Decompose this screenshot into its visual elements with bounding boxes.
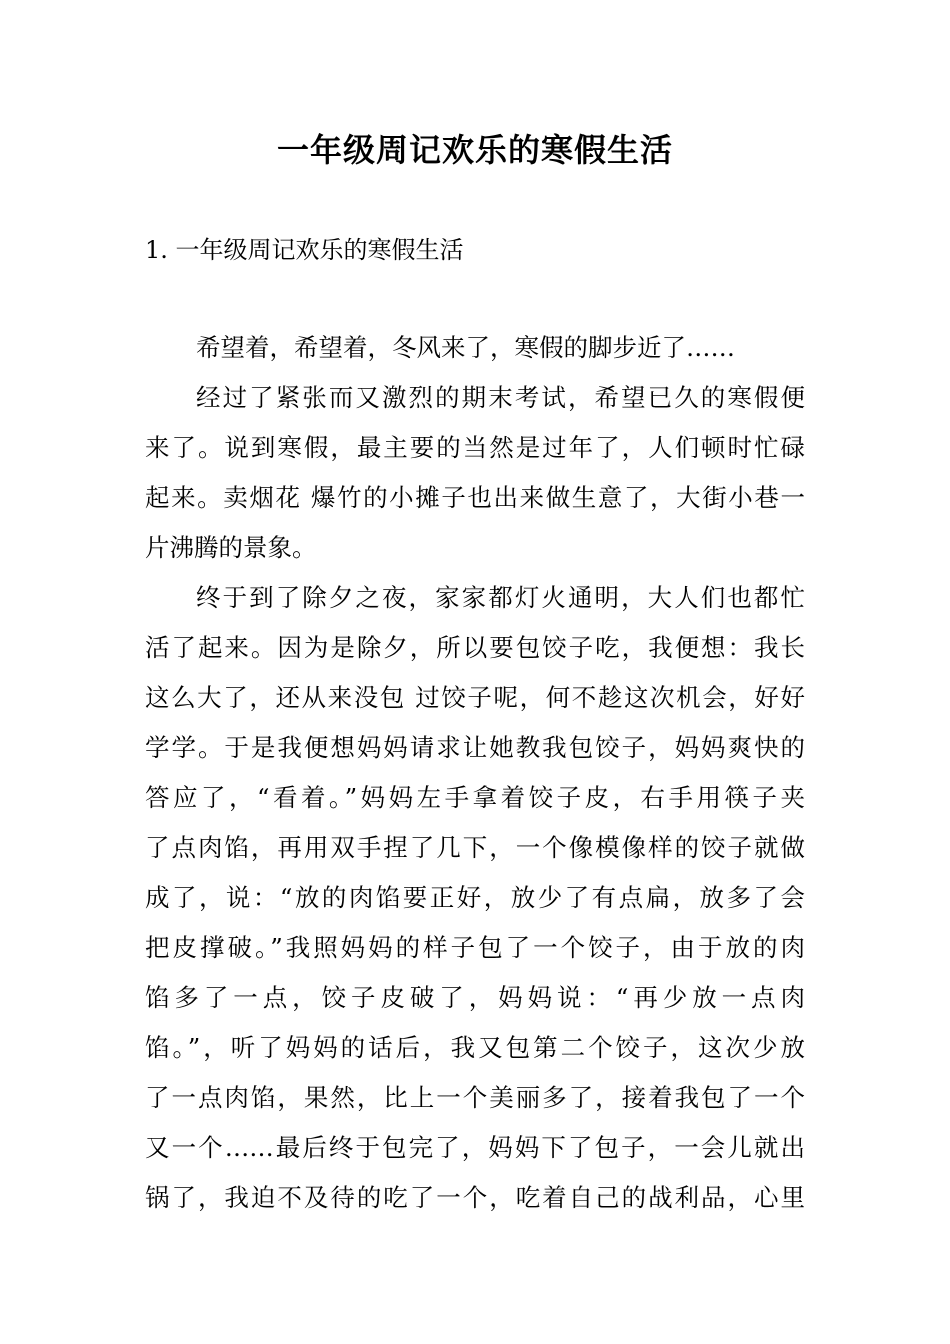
paragraph-line: 答应了，“看着。”妈妈左手拿着饺子皮，右手用筷子夹 [145,783,805,812]
paragraph-line: 这么大了，还从来没包 过饺子呢，何不趁这次机会，好好 [145,683,805,712]
paragraph-line: 经过了紧张而又激烈的期末考试，希望已久的寒假便 [196,383,805,412]
paragraph-line: 片沸腾的景象。 [145,533,317,562]
paragraph-line: 希望着，希望着，冬风来了，寒假的脚步近了…… [196,333,735,362]
paragraph-line: 把皮撑破。”我照妈妈的样子包了一个饺子，由于放的肉 [145,933,805,962]
section-heading: 1. 一年级周记欢乐的寒假生活 [145,236,464,264]
paragraph-line: 又一个……最后终于包完了，妈妈下了包子，一会儿就出 [145,1133,805,1162]
paragraph-line: 馅多了一点，饺子皮破了，妈妈说：“再少放一点肉 [145,983,805,1012]
paragraph-line: 学学。于是我便想妈妈请求让她教我包饺子，妈妈爽快的 [145,733,805,762]
document-title: 一年级周记欢乐的寒假生活 [276,131,673,169]
paragraph-line: 馅。”，听了妈妈的话后，我又包第二个饺子，这次少放 [145,1033,805,1062]
paragraph-line: 终于到了除夕之夜，家家都灯火通明，大人们也都忙 [196,583,805,612]
paragraph-line: 锅了，我迫不及待的吃了一个，吃着自己的战利品，心里 [145,1183,805,1212]
paragraph-line: 了一点肉馅，果然，比上一个美丽多了，接着我包了一个 [145,1083,805,1112]
paragraph-line: 来了。说到寒假，最主要的当然是过年了，人们顿时忙碌 [145,433,805,462]
paragraph-line: 活了起来。因为是除夕，所以要包饺子吃，我便想：我长 [145,633,805,662]
paragraph-line: 了点肉馅，再用双手捏了几下，一个像模像样的饺子就做 [145,833,805,862]
paragraph-line: 成了，说：“放的肉馅要正好，放少了有点扁，放多了会 [145,883,805,912]
paragraph-line: 起来。卖烟花 爆竹的小摊子也出来做生意了，大街小巷一 [145,483,805,512]
